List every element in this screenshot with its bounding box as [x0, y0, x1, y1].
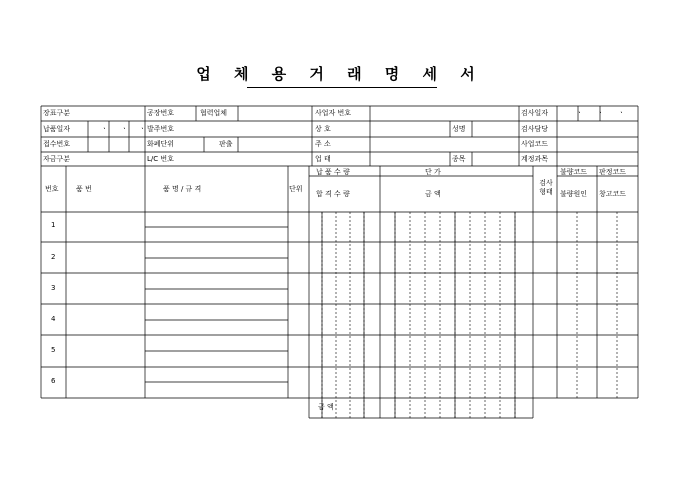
date-dot: ㆍ [101, 125, 108, 133]
label-business-item: 종목 [452, 155, 466, 163]
label-business-type: 업 태 [315, 155, 331, 163]
date-dot: ㆍ [121, 125, 128, 133]
label-currency: 화폐단위 [147, 140, 175, 148]
label-business-no: 사업자 번호 [315, 109, 352, 117]
col-unit-price: 단 가 [425, 168, 441, 176]
col-unit: 단위 [289, 185, 303, 193]
label-lc-no: L/C 번호 [147, 155, 174, 163]
label-partner: 협력업체 [200, 109, 228, 117]
label-plant-no: 공장번호 [147, 109, 175, 117]
label-inspector: 검사담당 [521, 125, 549, 133]
label-order-no: 발주번호 [147, 125, 175, 133]
col-delivered-qty: 납 품 수 량 [316, 168, 350, 176]
label-receipt-no: 접수번호 [43, 140, 71, 148]
row-number: 6 [51, 377, 56, 385]
row-number: 5 [51, 346, 56, 354]
label-company-name: 상 호 [315, 125, 331, 133]
col-defect-code: 불량코드 [560, 168, 588, 176]
label-document-type: 장표구분 [43, 109, 71, 117]
label-address: 주 소 [315, 140, 331, 148]
date-dot: ㆍ [139, 125, 146, 133]
col-warehouse-code: 창고코드 [599, 190, 627, 198]
label-inspection-date: 검사일자 [521, 109, 549, 117]
date-dot: ㆍ [576, 109, 583, 117]
label-account: 계정과목 [521, 155, 549, 163]
row-number: 3 [51, 284, 56, 292]
col-name-spec: 품 명 / 규 격 [163, 185, 202, 193]
document-title: 업 체 용 거 래 명 세 서 [196, 65, 484, 83]
col-judge-code: 판정코드 [599, 168, 627, 176]
date-dot: ㆍ [618, 109, 625, 117]
row-number: 1 [51, 221, 56, 229]
col-defect-cause: 불량원인 [560, 190, 588, 198]
label-fund-type: 자금구분 [43, 155, 71, 163]
date-dot: ㆍ [597, 109, 604, 117]
label-representative: 성명 [452, 125, 466, 133]
col-inspection-type: 검사 형태 [539, 179, 553, 196]
col-no: 번호 [45, 185, 59, 193]
col-amount: 금 액 [425, 190, 441, 198]
label-panchul: 판출 [219, 140, 233, 148]
row-number: 4 [51, 315, 56, 323]
label-delivery-date: 납품일자 [43, 125, 71, 133]
col-passed-qty: 합 격 수 량 [316, 190, 350, 198]
row-number: 2 [51, 253, 56, 261]
total-amount-label: 금 액 [318, 403, 334, 411]
col-part-no: 품 번 [76, 185, 92, 193]
label-business-code: 사업코드 [521, 140, 549, 148]
